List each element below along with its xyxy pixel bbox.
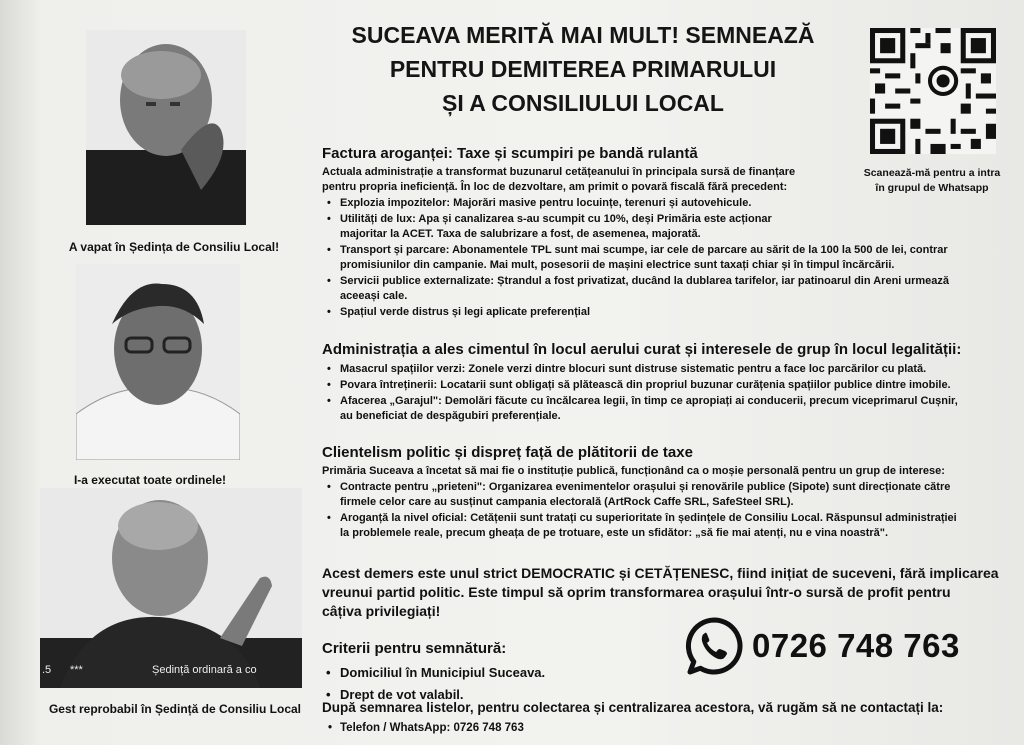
list-item-text: • Explozia impozitelor: Majorări masive pentru locuințe, terenuri și autovehicule. — [340, 197, 752, 209]
list-item-text: • Povara întreținerii: Locatarii sunt obligați să plătească din propriul buzunar curățenia spațiilor publice dintre imobile. — [340, 379, 951, 391]
list-item — [340, 274, 949, 304]
phone-number[interactable]: 0726 748 763 — [752, 627, 960, 664]
photo-caption-1: A vapat în Ședința de Consiliu Local! — [68, 240, 280, 254]
list-item — [340, 480, 957, 510]
list-item — [340, 196, 949, 211]
list-item-text: • Masacrul spațiilor verzi: Zonele verzi dintre blocuri sunt distruse sistematic pentru a face loc parcărilor cu plată. — [340, 363, 927, 375]
list-item-text: la problemele reale, precum gheața de pe trotuare, este un sfidător: „să fie mai atenți, nu e vina noastră". — [340, 527, 889, 539]
list-item: • Drept de vot valabil. — [340, 684, 545, 706]
photo-caption-3: Gest reprobabil în Ședință de Consiliu Local — [48, 702, 302, 716]
title-line-2: PENTRU DEMITEREA PRIMARULUI — [389, 56, 777, 82]
statement-line-1: Acest demers este unul strict DEMOCRATIC și CETĂȚENESC, fiind inițiat de suceveni, fără implicarea — [322, 565, 999, 581]
list-item — [340, 305, 949, 320]
flyer-title — [300, 18, 866, 120]
list-item — [340, 378, 958, 393]
video-overlay-left: .5 — [42, 664, 52, 676]
criteria-heading: Criterii pentru semnătură: — [322, 640, 507, 657]
list-item-text: • Afacerea „Garajul": Demolări făcute cu încălcarea legii, în timp ce apropiați ai conducerii, precum viceprimarul Cușnir, — [340, 395, 958, 407]
section-2-heading: Administrația a ales cimentul în locul aerului curat și interesele de grup în locul legalității: — [322, 341, 962, 358]
whatsapp-icon — [684, 616, 744, 676]
list-item — [340, 212, 949, 242]
whatsapp-phone-block[interactable] — [684, 616, 960, 676]
list-item-text: • Servicii publice externalizate: Ștrandul a fost privatizat, ducând la dublarea tarifelor, iar patinoarul din Areni urmează — [340, 275, 950, 287]
section-3-intro: Primăria Suceava a încetat să mai fie o instituție publică, funcționând ca o moșie personală pentru un grup de interese: — [322, 465, 945, 477]
list-item-text: aceeași cale. — [340, 290, 408, 302]
section-1-intro-line-1: Actuala administrație a transformat buzunarul cetățeanului în principala sursă de finanțare — [322, 166, 796, 178]
section-1-list — [322, 196, 949, 321]
section-1-intro-line-2: pentru propria ineficiență. În loc de dezvoltare, am primit o povară fiscală fără precedent: — [322, 181, 788, 193]
qr-caption-line-2: în grupul de Whatsapp — [875, 182, 989, 194]
statement-line-3: câțiva privilegiați! — [322, 603, 441, 619]
qr-caption-line-1: Scanează-mă pentru a intra — [863, 167, 1001, 179]
list-item-text: • Aroganță la nivel oficial: Cetățenii sunt tratați cu superioritate în ședințele de Consiliu Local. Răspunsul administrației — [340, 512, 957, 524]
video-overlay-dots: *** — [70, 664, 83, 676]
list-item — [340, 511, 957, 541]
qr-code[interactable] — [870, 28, 996, 154]
title-line-3: ȘI A CONSILIULUI LOCAL — [442, 90, 724, 116]
video-overlay-title: Ședință ordinară a co — [152, 664, 257, 676]
contact-telephone[interactable]: • Telefon / WhatsApp: 0726 748 763 — [340, 722, 524, 734]
photo-caption-2: I-a executat toate ordinele! — [73, 473, 227, 487]
list-item-text: au beneficiat de despăgubiri preferențiale. — [340, 410, 561, 422]
contact-instruction: După semnarea listelor, pentru colectarea și centralizarea acestora, vă rugăm să ne contactați la: — [322, 700, 944, 715]
list-item-text: firmele celor care au susținut campania electorală (ArtRock Caffe SRL, SafeSteel SRL). — [340, 496, 794, 508]
list-item-text: promisiunilor din campanie. Mai mult, posesorii de mașini electrice sunt taxați chiar și în timpul încărcării. — [340, 259, 895, 271]
qr-caption — [848, 166, 1016, 196]
list-item — [340, 362, 958, 377]
list-item — [340, 243, 949, 273]
list-item-text: • Spațiul verde distrus și legi aplicate preferențial — [340, 306, 591, 318]
list-item-text: • Transport și parcare: Abonamentele TPL sunt mai scumpe, iar cele de parcare au sărit de la 100 la 500 de lei, contrar — [340, 244, 948, 256]
section-3-list — [322, 480, 957, 542]
list-item: • Domiciliul în Municipiul Suceava. — [340, 662, 545, 684]
list-item-text: • Utilități de lux: Apa și canalizarea s-au scumpit cu 10%, deși Primăria este acționar — [340, 213, 772, 225]
democratic-statement — [322, 564, 1022, 621]
section-1-heading: Factura aroganței: Taxe și scumpiri pe bandă rulantă — [322, 145, 698, 162]
section-2-list — [322, 362, 958, 425]
list-item-text: • Contracte pentru „prieteni": Organizarea evenimentelor orașului și renovările publice (Sipote) sunt direcționate către — [340, 481, 951, 493]
list-item — [340, 394, 958, 424]
section-3-heading: Clientelism politic și dispreț față de plătitorii de taxe — [322, 444, 693, 461]
section-1-intro — [322, 165, 795, 195]
photo-portrait-1 — [86, 30, 246, 225]
photo-portrait-2 — [76, 264, 240, 460]
list-item-text: majoritar la ACET. Taxa de salubrizare a fost, de asemenea, majorată. — [340, 228, 701, 240]
statement-line-2: vreunui partid politic. Este timpul să oprim transformarea orașului într-o sursă de profit pentru — [322, 584, 951, 600]
photo-portrait-3 — [40, 488, 302, 688]
title-line-1: SUCEAVA MERITĂ MAI MULT! SEMNEAZĂ — [351, 22, 815, 48]
